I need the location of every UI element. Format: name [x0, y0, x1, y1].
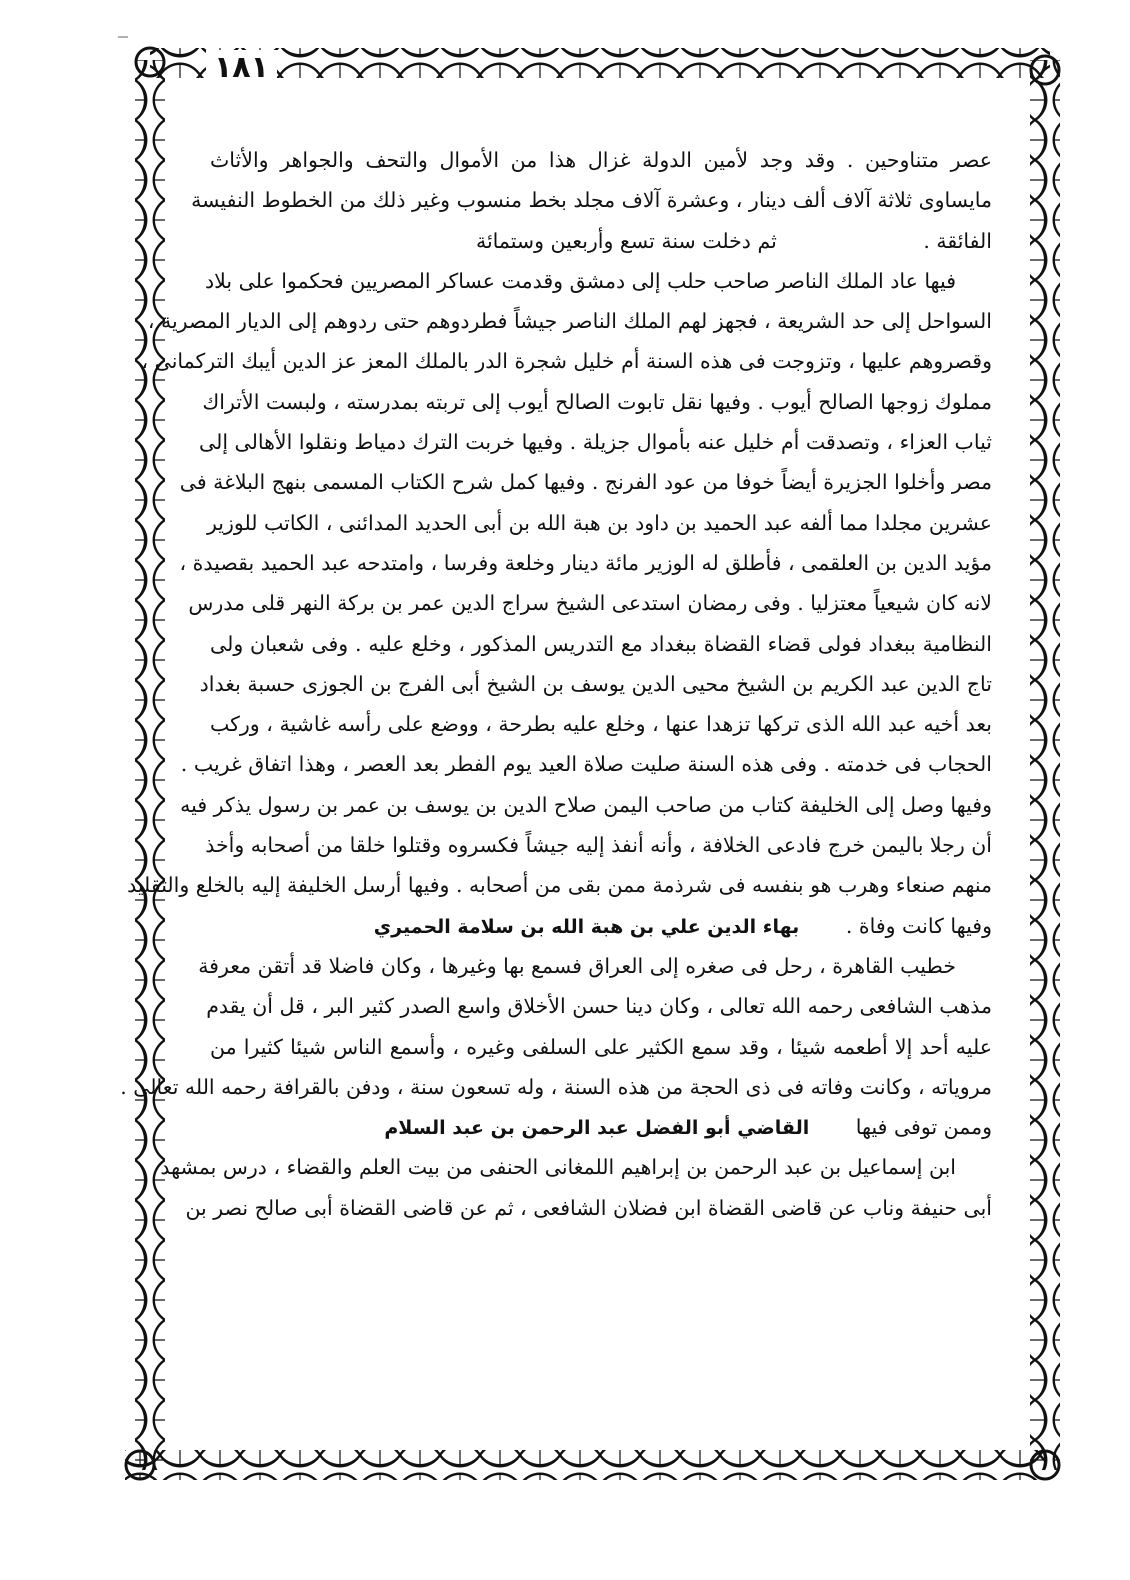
text-line: خطيب القاهرة ، رحل فى صغره إلى العراق فسمع بها وغيرها ، وكان فاضلا قد أتقن معرفة: [198, 953, 956, 978]
text-line: وقصروهم عليها ، وتزوجت فى هذه السنة أم خليل شجرة الدر بالملك المعز عز الدين أيبك التركمانى ،: [141, 349, 992, 374]
text-line: أن رجلا باليمن خرج فادعى الخلافة ، وأنه أنفذ إليه جيشاً فكسروه وقتلوا خلقا من أصحابه وأخذ: [205, 833, 992, 858]
text-line-start: وممن توفى فيها: [855, 1115, 992, 1140]
text-line: النظامية ببغداد فولى قضاء القضاة ببغداد مع التدريس المذكور ، وخلع عليه . وفى شعبان ولى: [210, 631, 992, 656]
text-line: ثياب العزاء ، وتصدقت أم خليل عنه بأموال جزيلة . وفيها خربت الترك دمياط ونقلوا الأهالى إلى: [198, 430, 992, 455]
text-line: فيها عاد الملك الناصر صاحب حلب إلى دمشق وقدمت عساكر المصريين فحكموا على بلاد: [205, 268, 956, 293]
person-heading: القاضي أبو الفضل عبد الرحمن بن عبد السلام: [384, 1117, 810, 1140]
text-line: أبى حنيفة وناب عن قاضى القضاة ابن فضلان الشافعى ، ثم عن قاضى القضاة أبى صالح نصر بن: [185, 1195, 992, 1220]
text-line: مروياته ، وكانت وفاته فى ذى الحجة من هذه السنة ، وله تسعون سنة ، ودفن بالقرافة رحمه الله تعالى .: [120, 1074, 992, 1099]
text-line: السواحل إلى حد الشريعة ، فجهز لهم الملك الناصر جيشاً فطردوهم حتى ردوهم إلى الديار المصرية ،: [147, 309, 992, 334]
text-line: مؤيد الدين بن العلقمى ، فأطلق له الوزير مائة دينار وخلعة وفرسا ، وامتدحه عبد الحميد بقصيدة ،: [179, 550, 992, 575]
person-heading: بهاء الدين علي بن هبة الله بن سلامة الحميري: [373, 915, 800, 938]
text-line: مذهب الشافعى رحمه الله تعالى ، وكان دينا حسن الأخلاق واسع الصدر كثير البر ، قل أن يقدم: [206, 994, 992, 1019]
text-line: لانه كان شيعياً معتزليا . وفى رمضان استدعى الشيخ سراج الدين عمر بن بركة النهر قلى مدرس: [188, 591, 992, 616]
text-line: مايساوى ثلاثة آلاف ألف دينار ، وعشرة آلاف مجلد بخط منسوب وغير ذلك من الخطوط النفيسة: [191, 188, 992, 213]
year-heading: ثم دخلت سنة تسع وأربعين وستمائة: [475, 228, 777, 253]
body-text: [120, 140, 992, 1228]
text-line: الحجاب فى خدمته . وفى هذه السنة صليت صلاة العيد يوم الفطر بعد العصر ، وهذا اتفاق غريب .: [180, 752, 992, 777]
text-line: بعد أخيه عبد الله الذى تركها تزهدا عنها ، وخلع عليه بطرحة ، ووضع على رأسه غاشية ، وركب: [210, 712, 992, 737]
text-line: تاج الدين عبد الكريم بن الشيخ محيى الدين يوسف بن الشيخ أبى الفرج بن الجوزى حسبة بغداد: [199, 671, 992, 696]
text-line: عليه أحد إلا أطعمه شيئا ، وقد سمع الكثير على السلفى وغيره ، وأسمع الناس شيئا كثيرا من: [210, 1034, 992, 1059]
obituary-heading-line: [210, 1107, 992, 1147]
text-line-end: الفائقة .: [923, 228, 992, 253]
text-line: مصر وأخلوا الجزيرة أيضاً خوفا من عود الفرنج . وفيها كمل شرح الكتاب المسمى بنهج البلاغة فى: [179, 470, 992, 495]
text-line: عشرين مجلدا مما ألفه عبد الحميد بن داود بن هبة الله بن أبى الحديد المدائنى ، الكاتب للوزير: [206, 510, 992, 535]
section-heading-line: [210, 221, 992, 261]
text-line: مملوك زوجها الصالح أيوب . وفيها نقل تابوت الصالح أيوب إلى تربته بمدرسته ، ولبست الأتراك: [202, 389, 992, 414]
text-line: وفيها وصل إلى الخليفة كتاب من صاحب اليمن صلاح الدين بن يوسف بن عمر بن رسول يذكر فيه: [180, 792, 992, 817]
text-line: ابن إسماعيل بن عبد الرحمن بن إبراهيم اللمغانى الحنفى من بيت العلم والقضاء ، درس بمشهد: [160, 1155, 956, 1180]
page-number: ١٨١: [206, 50, 277, 85]
text-line-end: وفيها كانت وفاة .: [845, 913, 992, 938]
text-line: منهم صنعاء وهرب هو بنفسه فى شرذمة ممن بقى من أصحابه . وفيها أرسل الخليفة إليه بالخلع والتقليد: [127, 873, 992, 898]
text-line: عصر متناوحين . وقد وجد لأمين الدولة غزال هذا من الأموال والتحف والجواهر والأثاث: [210, 148, 992, 172]
obituary-heading-line: [210, 906, 992, 946]
